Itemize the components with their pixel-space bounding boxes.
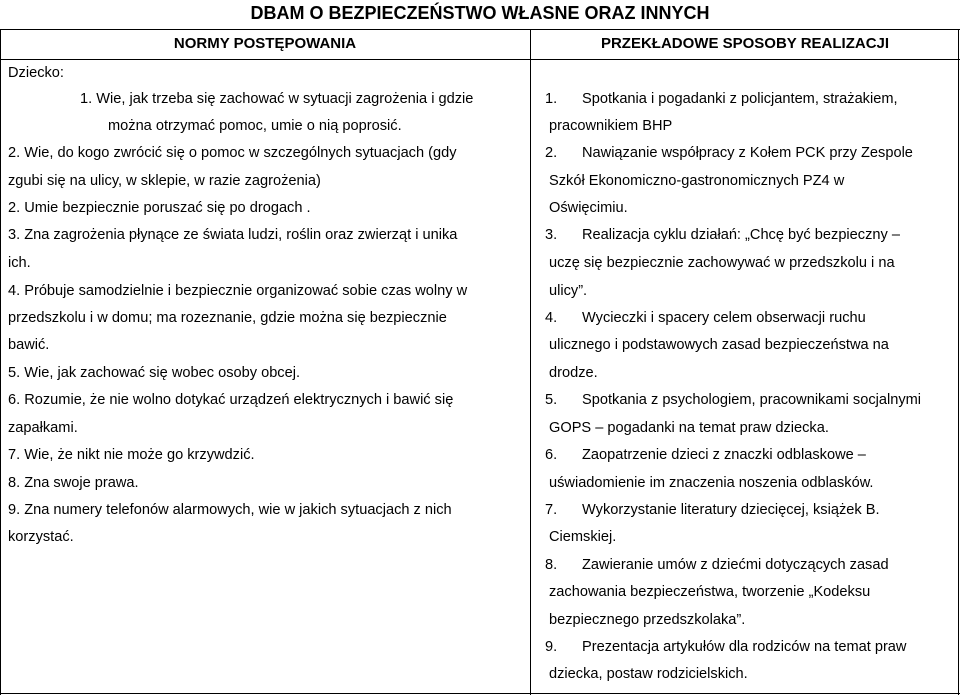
norm-line: 5. Wie, jak zachować się wobec osoby obcej. [8, 365, 301, 381]
method-line: Realizacja cyklu działań: „Chcę być bezpieczny – [582, 227, 900, 243]
method-line: zachowania bezpieczeństwa, tworzenie „Kodeksu [549, 584, 871, 600]
method-line: uświadomienie im znaczenia noszenia odblasków. [549, 475, 874, 491]
method-line: Nawiązanie współpracy z Kołem PCK przy Zespole [582, 145, 913, 161]
method-number: 4. [545, 310, 558, 326]
norm-line: zapałkami. [8, 420, 78, 436]
method-line: Zaopatrzenie dzieci z znaczki odblaskowe – [582, 447, 866, 463]
table-border-top [0, 29, 960, 30]
method-line: dziecka, postaw rodzicielskich. [549, 666, 748, 682]
norm-line: 9. Zna numery telefonów alarmowych, wie w jakich sytuacjach z nich [8, 502, 452, 518]
method-line: Spotkania z psychologiem, pracownikami socjalnymi [582, 392, 922, 408]
method-number: 2. [545, 145, 558, 161]
method-line: pracownikiem BHP [549, 118, 673, 134]
method-line: Szkół Ekonomiczno-gastronomicznych PZ4 w [549, 173, 845, 189]
method-line: drodze. [549, 365, 598, 381]
norm-line: przedszkolu i w domu; ma rozeznanie, gdzie można się bezpiecznie [8, 310, 447, 326]
norm-line: korzystać. [8, 529, 74, 545]
page-title: DBAM O BEZPIECZEŃSTWO WŁASNE ORAZ INNYCH [250, 3, 710, 23]
norm-line: ich. [8, 255, 31, 271]
norm-line: 1. Wie, jak trzeba się zachować w sytuacji zagrożenia i gdzie [80, 91, 474, 107]
header-divider [0, 59, 960, 60]
method-line: Wycieczki i spacery celem obserwacji ruchu [582, 310, 866, 326]
method-number: 1. [545, 91, 558, 107]
table-border-left [0, 29, 1, 695]
method-number: 9. [545, 639, 558, 655]
method-line: GOPS – pogadanki na temat praw dziecka. [549, 420, 829, 436]
norm-line: bawić. [8, 337, 50, 353]
norm-line: 7. Wie, że nikt nie może go krzywdzić. [8, 447, 255, 463]
table-border-bottom [0, 693, 960, 694]
column-header-methods: PRZEKŁADOWE SPOSOBY REALIZACJI [600, 35, 890, 52]
method-number: 6. [545, 447, 558, 463]
method-line: ulicy”. [549, 283, 588, 299]
method-line: Prezentacja artykułów dla rodziców na temat praw [582, 639, 907, 655]
column-header-norms: NORMY POSTĘPOWANIA [173, 35, 357, 52]
method-line: Oświęcimiu. [549, 200, 628, 216]
norm-line: 2. Umie bezpiecznie poruszać się po drogach . [8, 200, 311, 216]
method-line: Wykorzystanie literatury dziecięcej, książek B. [582, 502, 880, 518]
norm-line: 4. Próbuje samodzielnie i bezpiecznie organizować sobie czas wolny w [8, 283, 468, 299]
norm-line: można otrzymać pomoc, umie o nią poprosić. [108, 118, 402, 134]
norm-line: zgubi się na ulicy, w sklepie, w razie zagrożenia) [8, 173, 321, 189]
method-number: 7. [545, 502, 558, 518]
norm-line: Dziecko: [8, 65, 64, 81]
method-number: 5. [545, 392, 558, 408]
method-number: 3. [545, 227, 558, 243]
method-line: uczę się bezpiecznie zachowywać w przedszkolu i na [549, 255, 895, 271]
method-line: Spotkania i pogadanki z policjantem, strażakiem, [582, 91, 898, 107]
table-border-right [958, 29, 959, 695]
method-line: Zawieranie umów z dziećmi dotyczących zasad [582, 557, 889, 573]
norm-line: 2. Wie, do kogo zwrócić się o pomoc w szczególnych sytuacjach (gdy [8, 145, 457, 161]
method-line: ulicznego i podstawowych zasad bezpieczeństwa na [549, 337, 889, 353]
column-divider [530, 29, 531, 695]
norm-line: 6. Rozumie, że nie wolno dotykać urządzeń elektrycznych i bawić się [8, 392, 454, 408]
method-number: 8. [545, 557, 558, 573]
method-line: bezpiecznego przedszkolaka”. [549, 612, 746, 628]
norm-line: 8. Zna swoje prawa. [8, 475, 139, 491]
method-line: Ciemskiej. [549, 529, 617, 545]
norm-line: 3. Zna zagrożenia płynące ze świata ludzi, roślin oraz zwierząt i unika [8, 227, 458, 243]
